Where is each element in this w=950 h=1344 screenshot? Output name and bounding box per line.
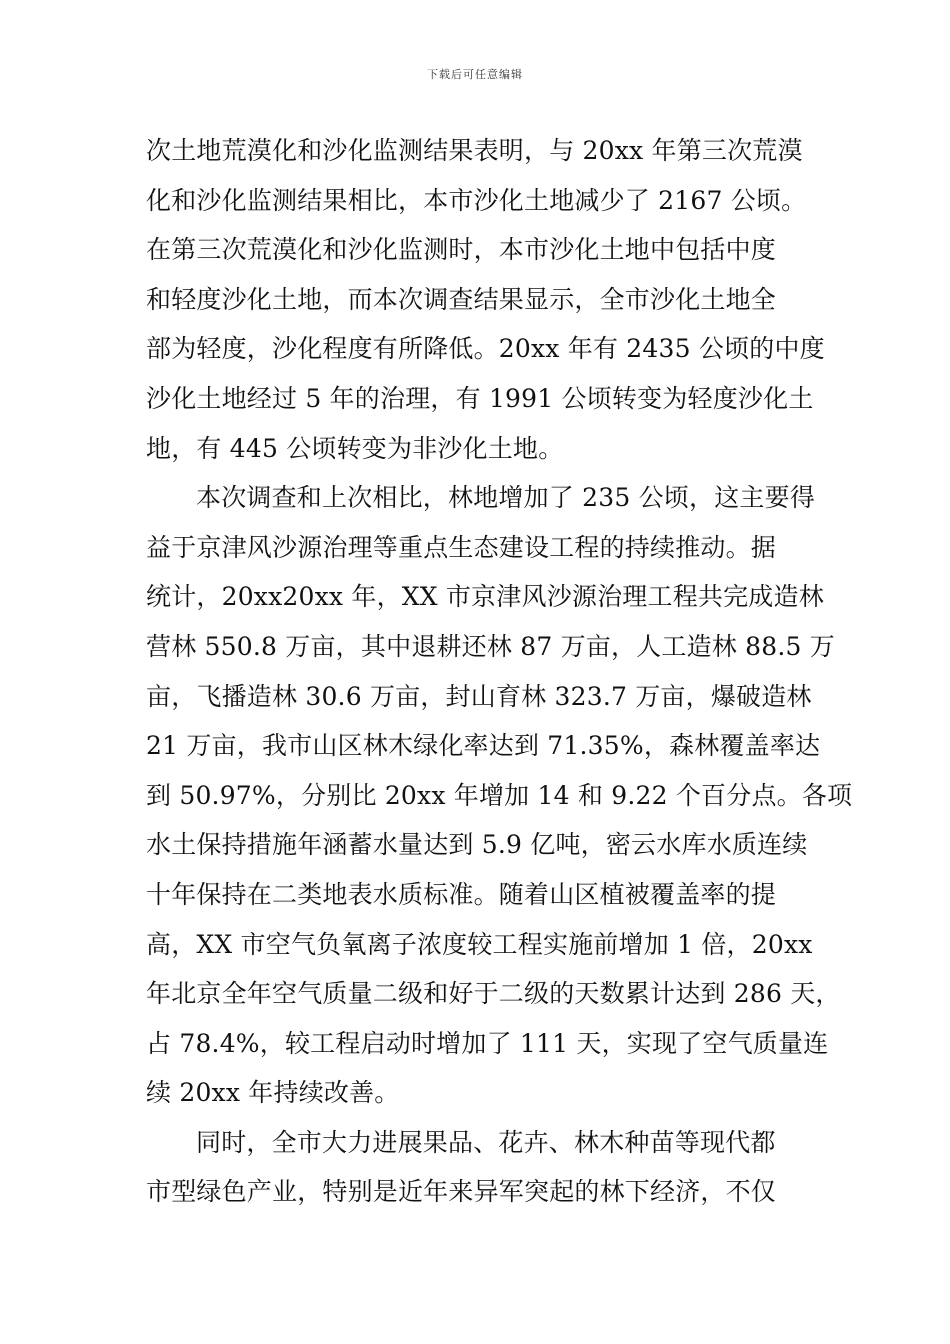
text-line: 21 万亩，我市山区林木绿化率达到 71.35%，森林覆盖率达	[146, 731, 821, 761]
page-header: 下载后可任意编辑	[427, 68, 523, 81]
text-line: 到 50.97%，分别比 20xx 年增加 14 和 9.22 个百分点。各项	[146, 780, 853, 810]
text-line: 水土保持措施年涵蓄水量达到 5.9 亿吨，密云水库水质连续	[146, 830, 808, 860]
paragraph-start-line: 本次调查和上次相比，林地增加了 235 公顷，这主要得	[196, 483, 816, 513]
text-line: 续 20xx 年持续改善。	[146, 1078, 400, 1108]
text-line: 统计，20xx20xx 年，XX 市京津风沙源治理工程共完成造林	[146, 582, 824, 612]
text-line: 次土地荒漠化和沙化监测结果表明，与 20xx 年第三次荒漠	[146, 136, 803, 165]
text-line: 高，XX 市空气负氧离子浓度较工程实施前增加 1 倍，20xx	[146, 929, 813, 959]
text-line: 十年保持在二类地表水质标准。随着山区植被覆盖率的提	[146, 879, 777, 909]
text-line: 年北京全年空气质量二级和好于二级的天数累计达到 286 天，	[146, 979, 841, 1009]
text-line: 在第三次荒漠化和沙化监测时，本市沙化土地中包括中度	[146, 235, 777, 265]
text-line: 市型绿色产业，特别是近年来异军突起的林下经济，不仅	[146, 1177, 777, 1207]
text-line: 营林 550.8 万亩，其中退耕还林 87 万亩，人工造林 88.5 万	[146, 631, 835, 661]
paragraph-start-line: 同时，全市大力进展果品、花卉、林木种苗等现代都	[196, 1127, 776, 1157]
text-line: 沙化土地经过 5 年的治理，有 1991 公顷转变为轻度沙化土	[146, 383, 814, 413]
text-line: 地，有 445 公顷转变为非沙化土地。	[146, 433, 564, 463]
text-line: 占 78.4%，较工程启动时增加了 111 天，实现了空气质量连	[146, 1028, 829, 1058]
text-line: 化和沙化监测结果相比，本市沙化土地减少了 2167 公顷。	[146, 185, 807, 215]
text-line: 亩，飞播造林 30.6 万亩，封山育林 323.7 万亩，爆破造林	[146, 681, 812, 711]
text-line: 部为轻度，沙化程度有所降低。20xx 年有 2435 公顷的中度	[146, 334, 825, 364]
text-line: 益于京津风沙源治理等重点生态建设工程的持续推动。据	[146, 532, 777, 562]
document-body	[146, 126, 853, 1217]
text-line: 和轻度沙化土地，而本次调查结果显示，全市沙化土地全	[146, 284, 777, 314]
